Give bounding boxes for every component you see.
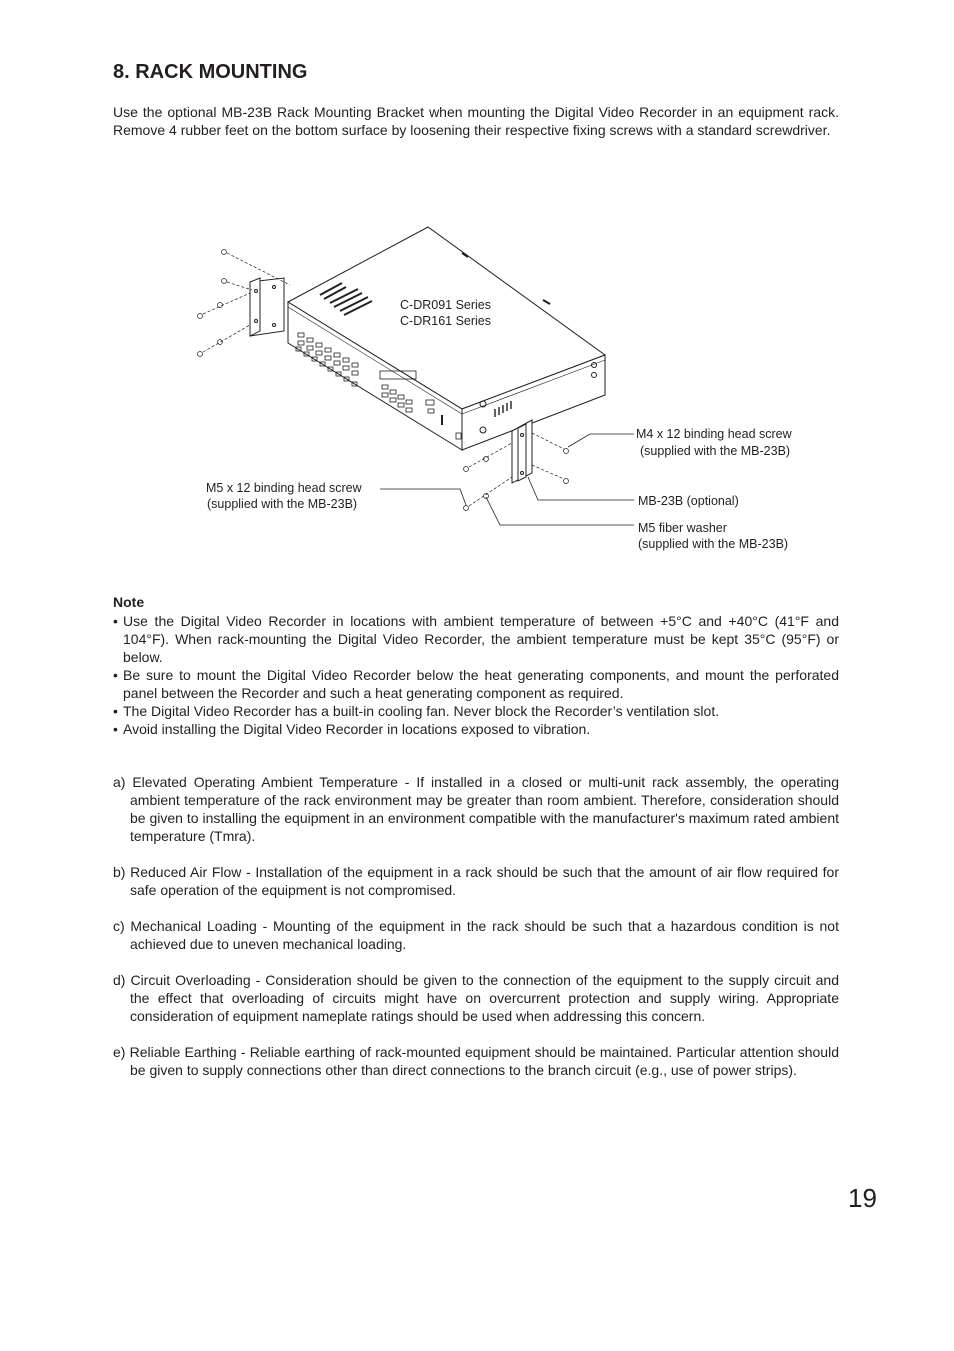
washer-label: M5 fiber washer [638, 521, 727, 535]
note-item [113, 702, 839, 720]
rack-mounting-diagram [190, 215, 830, 575]
note-title: Note [113, 594, 145, 610]
callout-lines [380, 434, 634, 525]
bullet: • [113, 703, 118, 719]
note-item [113, 612, 839, 666]
washer-supply-label: (supplied with the MB-23B) [638, 537, 789, 551]
condition-item: c) Mechanical Loading - Mounting of the equipment in the rack should be such that a hazardous condition is not achieved due to uneven mechanical loading. [113, 918, 839, 952]
left-bracket [250, 278, 284, 336]
condition-item: e) Reliable Earthing - Reliable earthing of rack-mounted equipment should be maintained. Particular attention should be given to supply connections other than direct connections to the branch circuit (e.g., use of power strips). [113, 1044, 839, 1078]
bullet: • [113, 613, 118, 629]
m4-screw-supply-label: (supplied with the MB-23B) [640, 444, 791, 458]
bracket-label: MB-23B (optional) [638, 494, 739, 508]
condition-item: b) Reduced Air Flow - Installation of the equipment in a rack should be such that the amount of air flow required for safe operation of the equipment is not compromised. [113, 864, 839, 898]
condition-item: a) Elevated Operating Ambient Temperature - If installed in a closed or multi-unit rack assembly, the operating ambient temperature of the rack environment may be greater than room ambient. Therefore, consideration should be given to installing the equipment in an environment compatible with the manufacturer's maximum rated ambient temperature (Tmra). [113, 774, 839, 844]
page-number: 19 [848, 1183, 877, 1213]
m5-screw-label: M5 x 12 binding head screw [206, 481, 362, 495]
recorder-illustration [190, 215, 830, 575]
model-label-1: C-DR091 Series [400, 298, 492, 312]
model-label-2: C-DR161 Series [400, 314, 492, 328]
section-heading: 8. RACK MOUNTING [113, 61, 308, 83]
right-bracket [512, 420, 532, 483]
note-item [113, 720, 839, 738]
note-list [113, 612, 839, 738]
bullet: • [113, 721, 118, 737]
condition-item: d) Circuit Overloading - Consideration should be given to the connection of the equipment to the supply circuit and the effect that overloading of circuits might have on overcurrent protection and supply wiring. Appropriate consideration of equipment nameplate ratings should be used when addressing this concern. [113, 972, 839, 1024]
note-text: Avoid installing the Digital Video Recorder in locations exposed to vibration. [123, 721, 591, 737]
note-text: Use the Digital Video Recorder in locations with ambient temperature of between +5°C and +40°C (41°F and 104°F). When rack-mounting the Digital Video Recorder, the ambient temperature must be kept 35°C (95°F) or below. [123, 613, 839, 665]
bullet: • [113, 667, 118, 683]
note-text: Be sure to mount the Digital Video Recorder below the heat generating components, and mount the perforated panel between the Recorder and such a heat generating component as required. [123, 667, 839, 701]
m4-screw-label: M4 x 12 binding head screw [636, 427, 792, 441]
note-item [113, 666, 839, 702]
note-text: The Digital Video Recorder has a built-in cooling fan. Never block the Recorder’s ventilation slot. [123, 703, 720, 719]
installation-conditions [113, 773, 839, 1097]
m5-screw-supply-label: (supplied with the MB-23B) [207, 497, 358, 511]
intro-paragraph: Use the optional MB-23B Rack Mounting Bracket when mounting the Digital Video Recorder in an equipment rack. Remove 4 rubber feet on the bottom surface by loosening their respective fixing screws with a standard screwdriver. [113, 104, 839, 138]
